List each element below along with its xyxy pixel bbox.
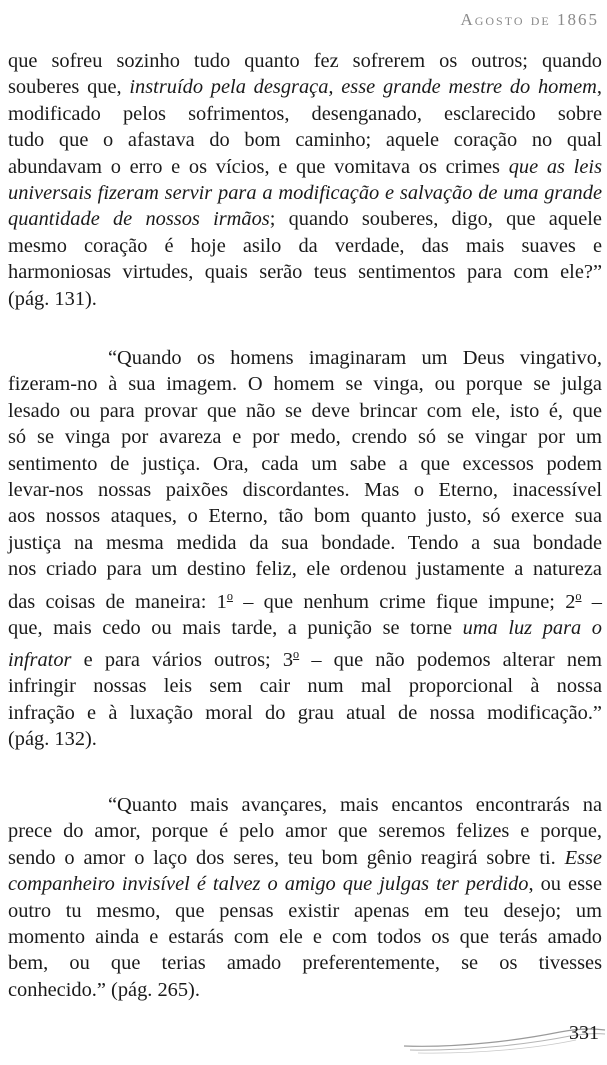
page-number: 331 — [569, 1022, 599, 1044]
text-run: harmoniosas virtudes, quais serão teus sentimentos para com ele?” — [8, 261, 602, 284]
text-run: , — [596, 76, 602, 99]
text-line — [8, 924, 602, 950]
text-run: levar-nos nossas paixões discordantes. Mas o Eterno, inacessível — [8, 479, 602, 502]
text-run: – — [581, 590, 602, 613]
ordinal-marker: o — [293, 647, 300, 662]
text-line — [8, 792, 602, 818]
text-line — [8, 503, 602, 529]
text-run: só se vinga por avareza e por medo, crendo só se vingar por um — [8, 426, 602, 449]
text-line — [8, 871, 602, 897]
text-line — [8, 206, 602, 232]
text-line — [8, 424, 602, 450]
text-run: ; quando souberes, digo, que aquele — [269, 208, 602, 231]
text-line — [8, 398, 602, 424]
text-run: sentimento de justiça. Ora, cada um sabe a que excessos podem — [8, 452, 602, 475]
text-run: sendo o amor o laço dos seres, teu bom gênio reagirá sobre ti. — [8, 846, 565, 869]
text-run: – que não podemos alterar nem — [299, 649, 602, 672]
text-run: abundavam o erro e os vícios, e que vomitava os crimes — [8, 155, 509, 178]
text-line — [8, 154, 602, 180]
paragraph-1 — [8, 48, 602, 312]
italic-run: quantidade de nossos irmãos — [8, 208, 270, 231]
text-line — [8, 615, 602, 641]
text-run: mesmo coração é hoje asilo da verdade, das mais suaves e — [8, 234, 602, 257]
text-run: , ou esse — [528, 873, 602, 896]
text-run: aos nossos ataques, o Eterno, tão bom quanto justo, só exerce sua — [8, 505, 602, 528]
text-line — [8, 583, 602, 615]
text-line — [8, 233, 602, 259]
text-line — [8, 180, 602, 206]
text-line — [8, 950, 602, 976]
italic-run: universais fizeram servir para a modificação e salvação de uma grande — [8, 182, 602, 205]
text-line — [8, 818, 602, 844]
text-run: outro tu mesmo, que pensas existir apenas em teu desejo; um — [8, 899, 602, 922]
text-line — [8, 74, 602, 100]
text-line — [8, 477, 602, 503]
text-run: “Quanto mais avançares, mais encantos encontrarás na — [108, 794, 602, 816]
text-run: souberes que, — [8, 76, 130, 99]
text-run: modificado pelos sofrimentos, desenganado, esclarecido sobre — [8, 102, 602, 125]
italic-run: uma luz para o — [462, 616, 603, 639]
text-run: justiça na mesma medida da sua bondade. Tendo a sua bondade — [8, 531, 602, 554]
text-line — [8, 451, 602, 477]
text-run: fizeram-no à sua imagem. O homem se vinga, ou porque se julga — [8, 373, 602, 396]
running-header: Agosto de 1865 — [460, 10, 599, 29]
italic-run: companheiro invisível é talvez o amigo que julgas ter perdido — [8, 873, 529, 896]
text-line — [8, 556, 602, 582]
text-line — [8, 726, 602, 752]
text-line — [8, 673, 602, 699]
text-line — [8, 259, 602, 285]
text-run: “Quando os homens imaginaram um Deus vingativo, — [108, 347, 602, 369]
text-run: – que nenhum crime fique impune; 2 — [232, 590, 576, 613]
text-line — [8, 530, 602, 556]
text-line — [8, 48, 602, 74]
text-run: tudo que o afastava do bom caminho; aquele coração no qual — [8, 129, 602, 152]
ordinal-marker: o — [575, 588, 582, 603]
text-line — [8, 700, 602, 726]
text-run: que, mais cedo ou mais tarde, a punição se torne — [8, 616, 463, 639]
italic-run: que as leis — [508, 155, 602, 178]
text-run: momento ainda e estarás com ele e com todos os que terás amado — [8, 926, 602, 949]
text-line — [8, 286, 602, 312]
text-line — [8, 898, 602, 924]
italic-run: instruído pela desgraça, esse grande mestre do homem — [129, 76, 597, 99]
paragraph-2 — [8, 345, 602, 753]
text-run: e para vários outros; 3 — [71, 649, 294, 672]
italic-run: infrator — [8, 649, 72, 672]
text-run: nos criado para um destino feliz, ele ordenou justamente a natureza — [8, 558, 602, 581]
text-line — [8, 641, 602, 673]
text-run: conhecido.” (pág. 265). — [8, 978, 200, 1001]
ordinal-marker: o — [226, 588, 233, 603]
text-line — [8, 371, 602, 397]
text-run: (pág. 132). — [8, 728, 97, 751]
text-run: que sofreu sozinho tudo quanto fez sofrerem os outros; quando — [8, 50, 602, 72]
text-run: (pág. 131). — [8, 287, 97, 310]
text-line — [8, 845, 602, 871]
text-run: prece do amor, porque é pelo amor que seremos felizes e porque, — [8, 820, 602, 843]
text-run: infringir nossas leis sem cair num mal proporcional à nossa — [8, 675, 602, 698]
text-line — [8, 127, 602, 153]
text-line — [8, 977, 602, 1003]
text-run: bem, ou que terias amado preferentemente, se os tivesses — [8, 952, 602, 975]
text-run: lesado ou para provar que não se deve brincar com ele, isto é, que — [8, 399, 602, 422]
italic-run: Esse — [564, 846, 602, 869]
text-line — [8, 101, 602, 127]
text-line — [8, 345, 602, 371]
text-run: das coisas de maneira: 1 — [8, 590, 227, 613]
paragraph-3 — [8, 792, 602, 1003]
text-run: infração e à luxação moral do grau atual de nossa modificação.” — [8, 701, 602, 724]
